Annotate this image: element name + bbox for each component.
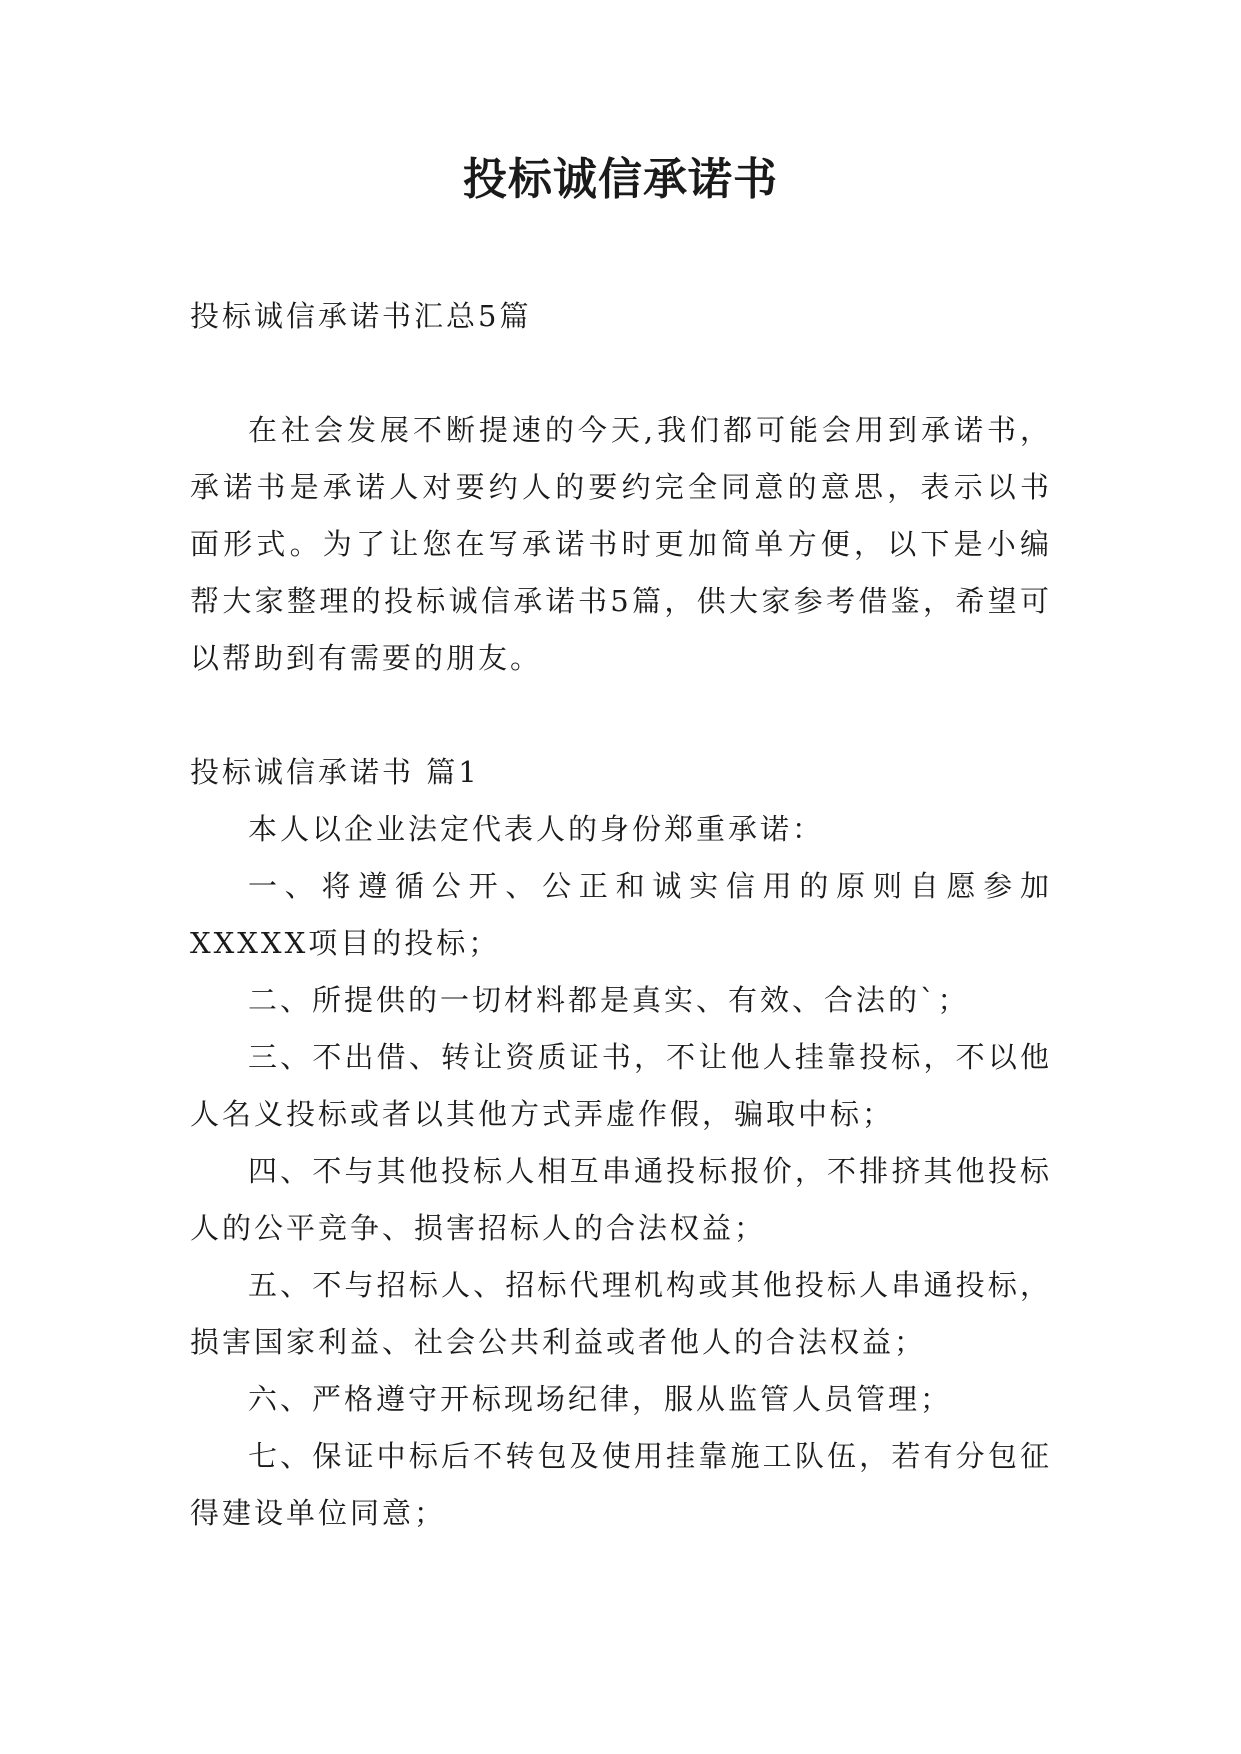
commitment-item-2: 二、所提供的一切材料都是真实、有效、合法的`； bbox=[248, 983, 970, 1017]
section-heading: 投标诚信承诺书 篇1 bbox=[190, 755, 480, 789]
commitment-item-5: 五、不与招标人、招标代理机构或其他投标人串通投标，损害国家利益、社会公共利益或者他人的合法权益； bbox=[190, 1268, 1052, 1359]
commitment-item-3: 三、不出借、转让资质证书，不让他人挂靠投标，不以他人名义投标或者以其他方式弄虚作假，骗取中标； bbox=[190, 1040, 1052, 1131]
commitment-item-6: 六、严格遵守开标现场纪律，服从监管人员管理； bbox=[248, 1382, 953, 1416]
commitment-item-7: 七、保证中标后不转包及使用挂靠施工队伍，若有分包征得建设单位同意； bbox=[190, 1439, 1052, 1530]
commitment-item-1: 一、将遵循公开、公正和诚实信用的原则自愿参加XXXXX项目的投标； bbox=[190, 869, 1052, 960]
statement-paragraph: 本人以企业法定代表人的身份郑重承诺： bbox=[248, 812, 825, 846]
document-body bbox=[190, 288, 1052, 1542]
commitment-item-4: 四、不与其他投标人相互串通投标报价，不排挤其他投标人的公平竞争、损害招标人的合法权益； bbox=[190, 1154, 1052, 1245]
document-title: 投标诚信承诺书 bbox=[463, 154, 778, 205]
intro-paragraph: 在社会发展不断提速的今天,我们都可能会用到承诺书，承诺书是承诺人对要约人的要约完全同意的意思，表示以书面形式。为了让您在写承诺书时更加简单方便，以下是小编帮大家整理的投标诚信承诺书5篇，供大家参考借鉴，希望可以帮助到有需要的朋友。 bbox=[190, 413, 1052, 675]
document-subtitle: 投标诚信承诺书汇总5篇 bbox=[190, 299, 532, 333]
